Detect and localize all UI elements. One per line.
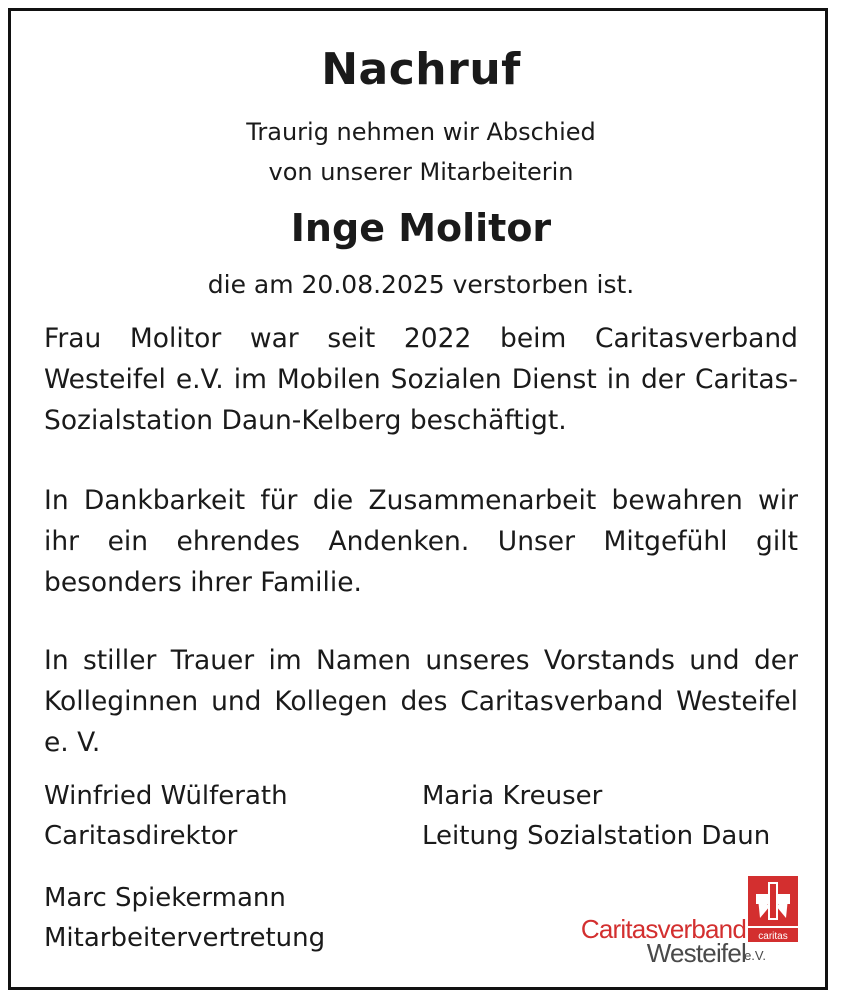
notice-title: Nachruf	[321, 44, 521, 95]
death-date-line: die am 20.08.2025 verstorben ist.	[207, 270, 635, 299]
signatory-name: Marc Spiekermann	[44, 883, 286, 913]
signatory-name: Maria Kreuser	[422, 781, 603, 811]
caritas-flame-cross-icon	[748, 876, 798, 944]
signatory-role: Mitarbeitervertretung	[44, 923, 326, 953]
signatory-name: Winfried Wülferath	[44, 781, 288, 811]
signatory-3	[44, 878, 325, 958]
mourning-paragraph: In stiller Trauer im Namen unseres Vorstands und der Kolleginnen und Kollegen des Caritasverband Westeifel e. V.	[44, 645, 798, 758]
logo-mark-text: caritas	[758, 931, 788, 942]
gratitude-paragraph: In Dankbarkeit für die Zusammenarbeit bewahren wir ihr ein ehrendes Andenken. Unser Mitgefühl gilt besonders ihrer Familie.	[44, 485, 798, 598]
intro-line-1: Traurig nehmen wir Abschied	[246, 118, 596, 146]
employment-paragraph: Frau Molitor war seit 2022 beim Caritasverband Westeifel e.V. im Mobilen Sozialen Dienst in der Caritas-Sozialstation Daun-Kelberg beschäftigt.	[44, 323, 798, 436]
deceased-name: Inge Molitor	[290, 206, 552, 250]
signatory-2	[422, 776, 770, 856]
caritas-logo	[548, 876, 800, 966]
signatory-role: Leitung Sozialstation Daun	[422, 821, 771, 851]
logo-line-2: Westeifel	[646, 938, 746, 968]
signatory-1	[44, 776, 288, 856]
logo-line-1: Caritasverband	[580, 914, 746, 944]
signatory-role: Caritasdirektor	[44, 821, 238, 851]
intro-line-2: von unserer Mitarbeiterin	[268, 158, 574, 186]
logo-suffix: e.V.	[744, 948, 766, 963]
